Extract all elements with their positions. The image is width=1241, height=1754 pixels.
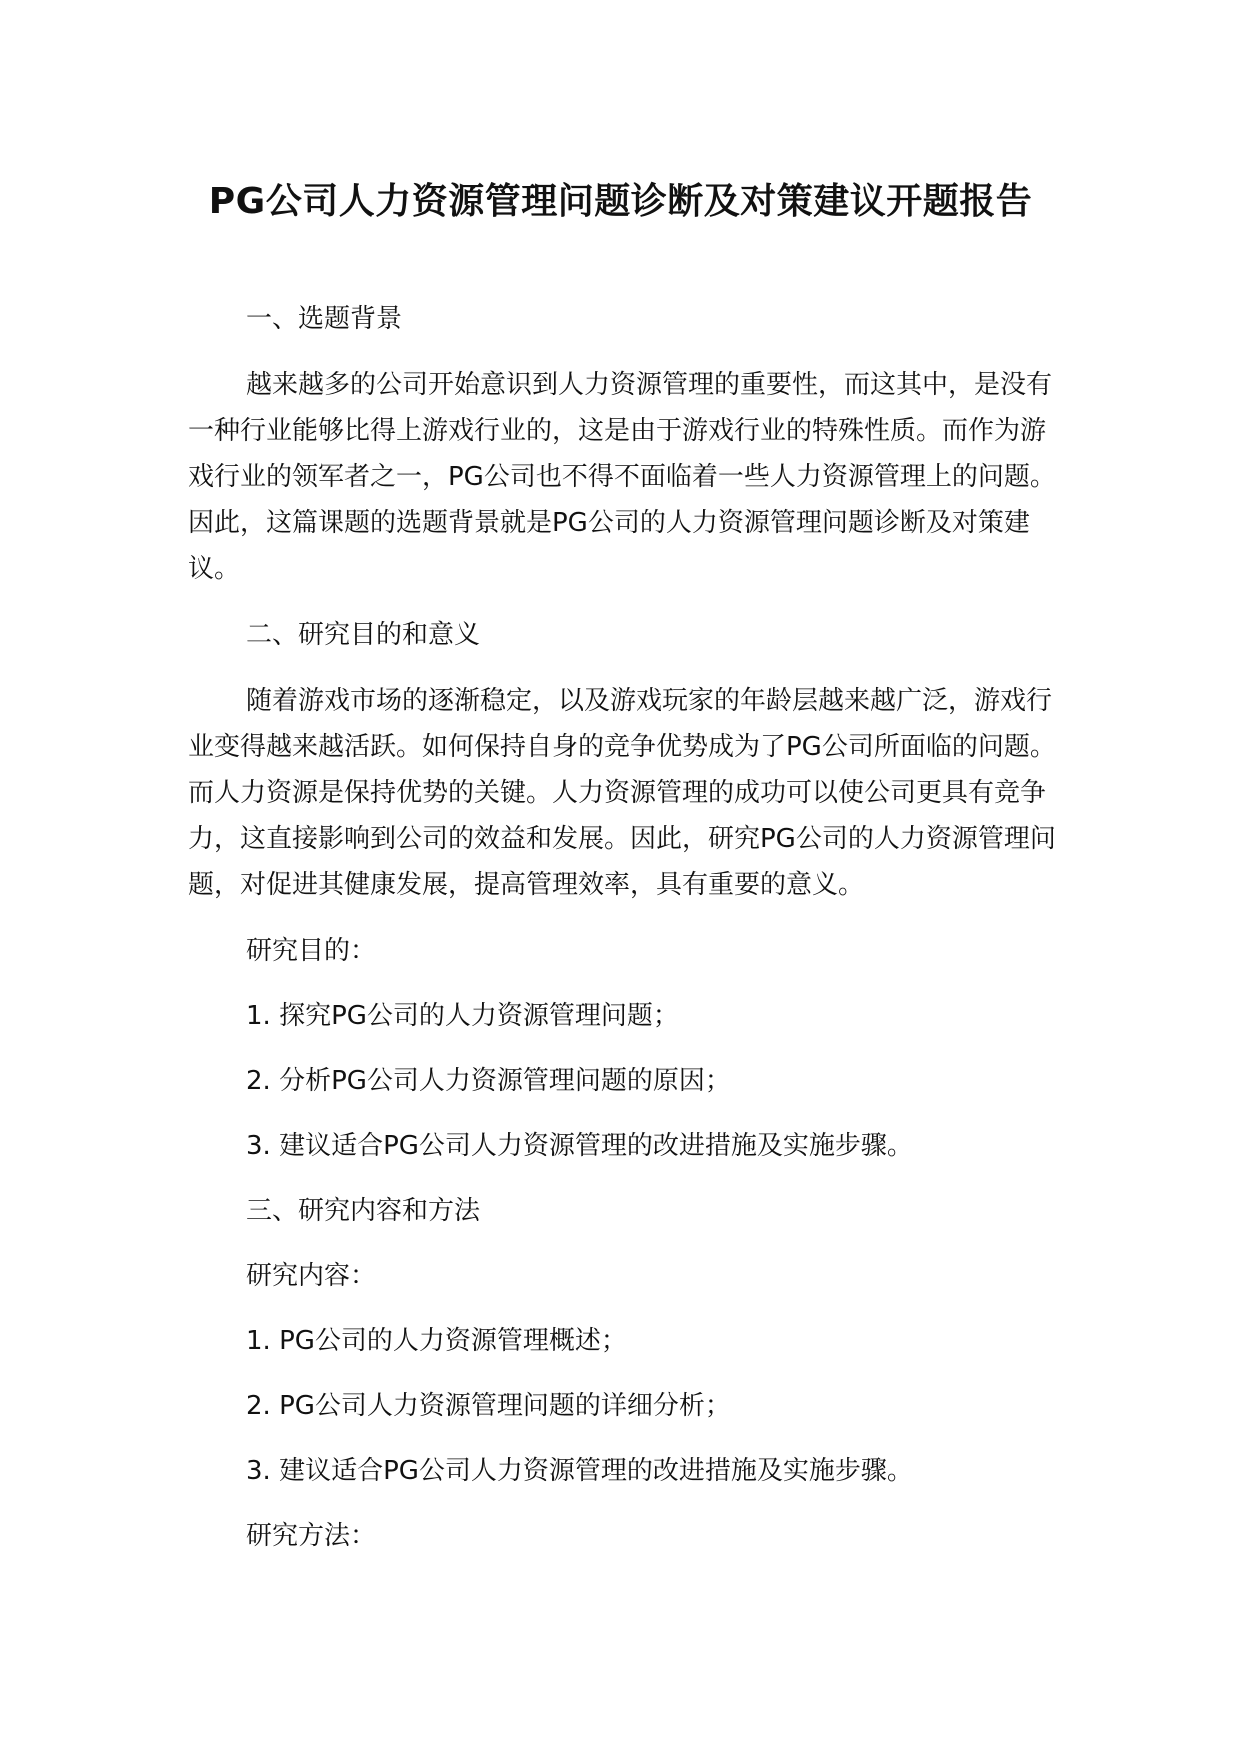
paragraph-background: 越来越多的公司开始意识到人力资源管理的重要性，而这其中，是没有一种行业能够比得上游戏行业的，这是由于游戏行业的特殊性质。而作为游戏行业的领军者之一，PG公司也不得不面临着一些人力资源管理上的问题。因此，这篇课题的选题背景就是PG公司的人力资源管理问题诊断及对策建议。 bbox=[188, 370, 1056, 584]
document-body bbox=[188, 296, 1068, 1559]
paragraph-purpose: 随着游戏市场的逐渐稳定，以及游戏玩家的年龄层越来越广泛，游戏行业变得越来越活跃。如何保持自身的竞争优势成为了PG公司所面临的问题。而人力资源是保持优势的关键。人力资源管理的成功可以使公司更具有竞争力，这直接影响到公司的效益和发展。因此，研究PG公司的人力资源管理问题，对促进其健康发展，提高管理效率，具有重要的意义。 bbox=[188, 686, 1056, 900]
document-title: PG公司人力资源管理问题诊断及对策建议开题报告 bbox=[208, 181, 1033, 222]
section-heading-content-method: 三、研究内容和方法 bbox=[246, 1196, 481, 1226]
purpose-label: 研究目的： bbox=[246, 936, 377, 966]
content-label: 研究内容： bbox=[246, 1261, 377, 1291]
content-item: 1. PG公司的人力资源管理概述； bbox=[246, 1326, 627, 1356]
purpose-item: 3. 建议适合PG公司人力资源管理的改进措施及实施步骤。 bbox=[246, 1131, 913, 1161]
content-item: 2. PG公司人力资源管理问题的详细分析； bbox=[246, 1391, 731, 1421]
section-heading-purpose: 二、研究目的和意义 bbox=[246, 620, 481, 650]
purpose-item: 2. 分析PG公司人力资源管理问题的原因； bbox=[246, 1066, 731, 1096]
content-item: 3. 建议适合PG公司人力资源管理的改进措施及实施步骤。 bbox=[246, 1456, 913, 1486]
method-label: 研究方法： bbox=[246, 1521, 377, 1551]
purpose-item: 1. 探究PG公司的人力资源管理问题； bbox=[246, 1001, 679, 1031]
section-heading-background: 一、选题背景 bbox=[246, 304, 403, 334]
